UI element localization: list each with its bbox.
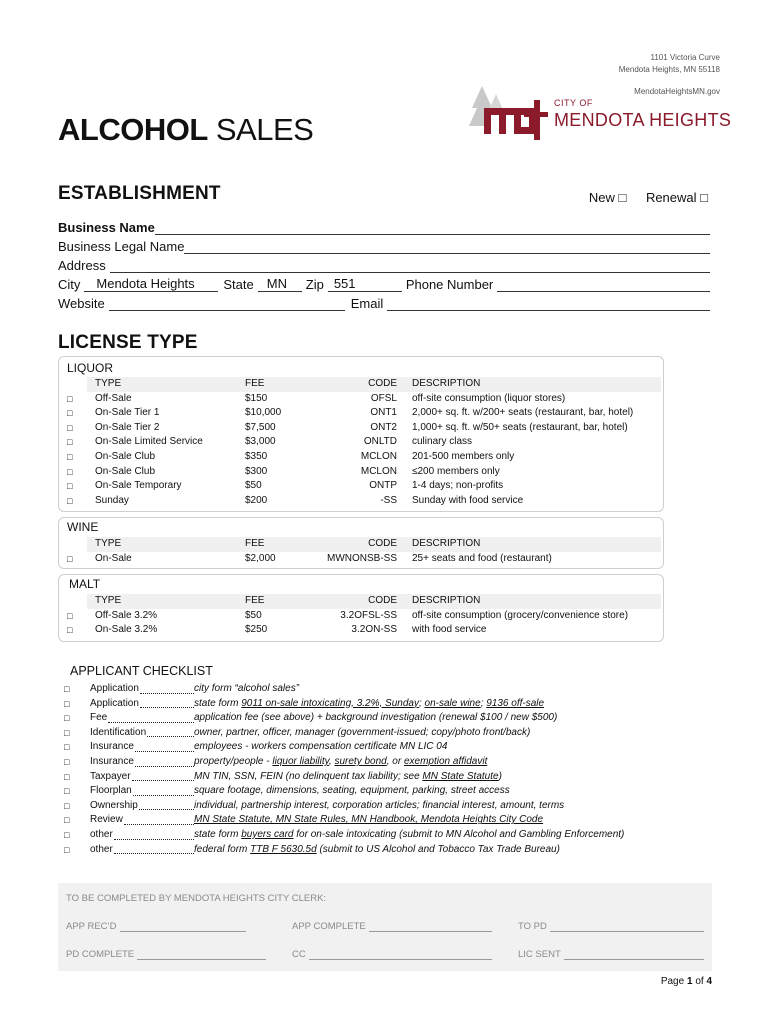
checklist-item-name [90, 697, 194, 712]
state-field[interactable]: MN [258, 277, 302, 292]
license-type-cell: On-Sale 3.2% [95, 624, 158, 636]
col-desc-header: DESCRIPTION [412, 538, 481, 549]
checklist-checkbox[interactable]: □ [64, 800, 70, 811]
website-link[interactable]: MendotaHeightsMN.gov [634, 87, 720, 96]
checklist-checkbox[interactable]: □ [64, 684, 70, 694]
address-line-2: Mendota Heights, MN 55118 [618, 65, 720, 74]
checklist-checkbox[interactable]: □ [64, 771, 70, 782]
state-label: State [223, 277, 254, 292]
malt-section [58, 574, 664, 642]
table-row [59, 406, 663, 421]
checklist-item [62, 755, 702, 770]
checklist-text: property/people - [194, 755, 273, 767]
license-fee-cell: $200 [245, 494, 268, 506]
checklist-item-desc: individual, partnership interest, corporation articles; financial interest, amount, terms [194, 799, 565, 811]
renewal-checkbox[interactable]: Renewal □ [645, 190, 708, 205]
business-name-field[interactable] [155, 222, 710, 235]
checklist-link[interactable]: TTB F 5630.5d [250, 843, 317, 855]
license-fee-cell: $350 [245, 450, 268, 462]
col-desc-header: DESCRIPTION [412, 378, 481, 389]
col-fee-header: FEE [245, 538, 265, 549]
license-fee-cell: $3,000 [245, 436, 276, 448]
license-type-cell: On-Sale Club [95, 465, 156, 477]
checklist-item-name [90, 740, 194, 755]
checklist-text: state form [194, 828, 242, 840]
table-row [59, 421, 663, 436]
checklist-item [62, 813, 702, 828]
checklist-item-label: Taxpayer [90, 770, 131, 782]
legal-name-field[interactable] [184, 241, 710, 254]
checklist-link[interactable]: buyers card [241, 828, 294, 840]
checklist-item [62, 682, 702, 697]
checklist-checkbox[interactable]: □ [64, 713, 70, 724]
license-type-cell: On-Sale [95, 552, 132, 564]
checklist-item-desc [194, 813, 543, 828]
phone-field[interactable] [497, 279, 710, 292]
lic-sent-label: LIC SENT [518, 949, 561, 960]
checklist-item [62, 828, 702, 843]
checklist-item-label: Application [90, 683, 139, 694]
checklist [62, 682, 702, 857]
checklist-item-label: other [90, 828, 113, 840]
license-code-cell: -SS [380, 494, 397, 506]
checklist-item-desc [194, 770, 502, 785]
checklist-checkbox[interactable]: □ [64, 844, 70, 855]
wine-section [58, 517, 664, 569]
checklist-text: for on-sale intoxicating (submit to MN Alcohol and Gambling Enforcement) [293, 828, 625, 840]
col-type-header: TYPE [95, 378, 122, 389]
checklist-item-label: Insurance [90, 755, 134, 767]
city-state-zip-row [58, 274, 710, 292]
license-fee-cell: $10,000 [245, 407, 282, 419]
checklist-link[interactable]: MN State Statute [422, 770, 499, 782]
checklist-item [62, 843, 702, 858]
checklist-link[interactable]: surety bond [334, 755, 387, 767]
to-pd-field[interactable] [518, 921, 704, 932]
page-title [58, 112, 313, 148]
checklist-item-name [90, 828, 194, 843]
zip-field[interactable]: 551 [328, 277, 402, 292]
license-fee-cell: $150 [245, 392, 268, 404]
col-desc-header: DESCRIPTION [412, 595, 481, 606]
license-checkbox[interactable]: □ [67, 625, 73, 636]
title-rest: SALES [207, 112, 314, 147]
col-fee-header: FEE [245, 595, 265, 606]
checklist-checkbox[interactable]: □ [64, 786, 70, 797]
checklist-item-name [90, 813, 194, 828]
website-label: Website [58, 296, 105, 311]
license-fee-cell: $300 [245, 465, 268, 477]
license-desc-cell: culinary class [412, 436, 473, 448]
checklist-item-desc: employees - workers compensation certificate MN LIC 04 [194, 741, 448, 753]
license-checkbox[interactable]: □ [67, 422, 73, 433]
license-type-cell: On-Sale Club [95, 450, 156, 462]
new-renewal-options [573, 190, 708, 205]
dotted-leader [147, 726, 194, 738]
license-code-cell: ONT2 [370, 421, 397, 433]
license-fee-cell: $7,500 [245, 421, 276, 433]
checklist-checkbox[interactable]: □ [64, 727, 70, 738]
license-type-cell: On-Sale Tier 2 [95, 421, 160, 433]
checklist-item-name [90, 711, 194, 726]
dotted-leader [135, 755, 194, 767]
malt-title: MALT [69, 577, 101, 591]
table-row [59, 479, 663, 494]
license-checkbox[interactable]: □ [67, 610, 73, 621]
dotted-leader [114, 843, 194, 855]
license-type-cell: On-Sale Tier 1 [95, 407, 160, 419]
tree-logo-icon [466, 82, 552, 146]
checklist-item-desc [194, 755, 487, 770]
checklist-text: federal form [194, 843, 251, 855]
checklist-item [62, 740, 702, 755]
legal-name-row [58, 236, 710, 254]
address-field[interactable] [110, 260, 710, 273]
checklist-item-desc [194, 828, 624, 843]
checklist-item-name [90, 770, 194, 785]
checklist-item-name [90, 799, 194, 814]
checklist-checkbox[interactable]: □ [64, 756, 70, 767]
table-header [87, 594, 661, 609]
checklist-item-desc [194, 697, 544, 712]
liquor-title: LIQUOR [67, 361, 114, 375]
dotted-leader [140, 682, 194, 694]
checklist-item-label: Review [90, 814, 123, 826]
license-desc-cell: 1-4 days; non-profits [412, 480, 504, 492]
table-row [59, 450, 663, 465]
checklist-item-label: Identification [90, 726, 147, 738]
license-checkbox[interactable]: □ [67, 408, 73, 419]
checklist-checkbox[interactable]: □ [64, 829, 70, 840]
checklist-item [62, 784, 702, 799]
license-desc-cell: 1,000+ sq. ft. w/50+ seats (restaurant, bar, hotel) [412, 421, 628, 433]
license-code-cell: MCLON [360, 450, 397, 462]
of-word: of [695, 976, 704, 987]
license-fee-cell: $50 [245, 609, 262, 621]
checklist-text: MN TIN, SSN, FEIN (no delinquent tax liability; see [194, 770, 423, 782]
logo-city-name: MENDOTA HEIGHTS [554, 110, 732, 130]
license-desc-cell: off-site consumption (liquor stores) [412, 392, 566, 404]
clerk-title: TO BE COMPLETED BY MENDOTA HEIGHTS CITY CLERK: [66, 893, 327, 904]
checklist-text: ) [498, 770, 502, 782]
license-desc-cell: with food service [412, 624, 487, 636]
checklist-item-name [90, 843, 194, 858]
checklist-link[interactable]: MN State Statute, MN State Rules, MN Handbook, Mendota Heights City Code [194, 814, 544, 826]
checklist-text: ; [480, 697, 487, 709]
checklist-item [62, 770, 702, 785]
license-type-heading: LICENSE TYPE [58, 332, 198, 353]
cc-label: CC [292, 949, 306, 960]
col-type-header: TYPE [95, 595, 122, 606]
license-checkbox[interactable]: □ [67, 393, 73, 404]
checklist-item-desc: owner, partner, officer, manager (government-issued; copy/photo front/back) [194, 726, 531, 738]
checklist-item-desc [194, 843, 560, 858]
app-complete-label: APP COMPLETE [292, 921, 366, 932]
city-label: City [58, 277, 81, 292]
table-row [59, 552, 663, 567]
pd-complete-field[interactable] [66, 949, 266, 960]
app-complete-field[interactable] [292, 921, 492, 932]
license-code-cell: 3.2OFSL-SS [340, 609, 397, 621]
license-desc-cell: 2,000+ sq. ft. w/200+ seats (restaurant, bar, hotel) [412, 407, 634, 419]
checklist-item [62, 711, 702, 726]
page-number [661, 976, 712, 987]
table-row [59, 392, 663, 407]
license-checkbox[interactable]: □ [67, 553, 73, 564]
table-row [59, 465, 663, 480]
legal-name-label: Business Legal Name [58, 239, 185, 254]
license-checkbox[interactable]: □ [67, 451, 73, 462]
to-pd-label: TO PD [518, 921, 547, 932]
license-fee-cell: $250 [245, 624, 268, 636]
license-type-cell: On-Sale Temporary [95, 480, 182, 492]
checklist-item-desc: city form “alcohol sales” [194, 683, 300, 694]
clerk-section [58, 883, 712, 971]
email-field[interactable] [387, 298, 710, 311]
checklist-text: state form [194, 697, 242, 709]
checklist-text: , or [386, 755, 404, 767]
website-field[interactable] [109, 298, 345, 311]
dotted-leader [124, 813, 194, 825]
pd-complete-label: PD COMPLETE [66, 949, 135, 960]
checklist-checkbox[interactable]: □ [64, 742, 70, 753]
table-row [59, 435, 663, 450]
checklist-link[interactable]: exemption affidavit [403, 755, 488, 767]
new-checkbox[interactable]: New □ [588, 190, 627, 205]
checklist-item-name [90, 682, 194, 697]
col-code-header: CODE [368, 595, 397, 606]
checklist-item-desc: square footage, dimensions, seating, equipment, parking, street access [194, 785, 510, 797]
app-recd-label: APP REC’D [66, 921, 117, 932]
license-code-cell: 3.2ON-SS [351, 624, 397, 636]
checklist-link[interactable]: 9136 off-sale [486, 697, 545, 709]
license-desc-cell: Sunday with food service [412, 494, 524, 506]
wine-title: WINE [67, 520, 99, 534]
establishment-heading: ESTABLISHMENT [58, 183, 221, 204]
phone-label: Phone Number [405, 277, 494, 292]
city-field[interactable]: Mendota Heights [84, 277, 218, 292]
license-code-cell: ONLTD [363, 436, 397, 448]
license-desc-cell: ≤200 members only [412, 465, 500, 477]
checklist-item-desc: application fee (see above) + background investigation (renewal $100 / new $500) [194, 712, 558, 724]
dotted-leader [108, 711, 194, 723]
malt-table [59, 594, 663, 638]
col-code-header: CODE [368, 538, 397, 549]
license-type-cell: Sunday [95, 494, 129, 506]
email-label: Email [350, 296, 384, 311]
dotted-leader [140, 697, 194, 709]
checklist-item-name [90, 726, 194, 741]
license-checkbox[interactable]: □ [67, 437, 73, 448]
address-row [58, 255, 710, 273]
checklist-text: ; [418, 697, 425, 709]
license-code-cell: MWNONSB-SS [327, 552, 397, 564]
checklist-item-name [90, 755, 194, 770]
checklist-checkbox[interactable]: □ [64, 698, 70, 709]
license-checkbox[interactable]: □ [67, 466, 73, 477]
dotted-leader [132, 770, 194, 782]
checklist-link[interactable]: liquor liability [272, 755, 329, 767]
page-current: 1 [686, 976, 693, 987]
cc-field[interactable] [292, 949, 492, 960]
table-header [87, 537, 661, 552]
checklist-link[interactable]: 9011 on-sale intoxicating, 3.2%, Sunday [241, 697, 419, 709]
business-name-label: Business Name [58, 220, 155, 235]
checklist-item-label: Insurance [90, 741, 134, 753]
checklist-item [62, 726, 702, 741]
table-row [59, 494, 663, 509]
license-fee-cell: $50 [245, 480, 262, 492]
checklist-checkbox[interactable]: □ [64, 815, 70, 826]
license-desc-cell: 25+ seats and food (restaurant) [412, 552, 552, 564]
checklist-title: APPLICANT CHECKLIST [70, 664, 213, 678]
col-fee-header: FEE [245, 378, 265, 389]
license-fee-cell: $2,000 [245, 552, 276, 564]
dotted-leader [114, 828, 194, 840]
checklist-item-label: Fee [90, 712, 108, 724]
address-label: Address [58, 258, 106, 273]
wine-table [59, 537, 663, 566]
license-type-cell: Off-Sale [95, 392, 132, 404]
checklist-text: (submit to US Alcohol and Tobacco Tax Trade Bureau) [316, 843, 560, 855]
page-total: 4 [706, 976, 712, 987]
lic-sent-field[interactable] [518, 949, 704, 960]
liquor-table [59, 377, 663, 508]
license-checkbox[interactable]: □ [67, 481, 73, 492]
license-type-cell: Off-Sale 3.2% [95, 609, 158, 621]
app-recd-field[interactable] [66, 921, 246, 932]
page-word: Page [660, 976, 685, 987]
zip-label: Zip [305, 277, 324, 292]
license-desc-cell: 201-500 members only [412, 450, 515, 462]
website-email-row [58, 293, 710, 311]
table-header [87, 377, 661, 392]
checklist-item [62, 799, 702, 814]
checklist-item-name [90, 784, 194, 799]
checklist-item-label: Ownership [90, 799, 138, 811]
checklist-item-label: Application [90, 697, 139, 709]
license-code-cell: ONTP [369, 480, 397, 492]
license-code-cell: OFSL [370, 392, 397, 404]
license-code-cell: ONT1 [370, 407, 397, 419]
logo-city-of: CITY OF [554, 98, 593, 108]
checklist-item-label: Floorplan [90, 785, 132, 797]
address-line-1: 1101 Victoria Curve [650, 53, 720, 62]
liquor-section [58, 356, 664, 512]
city-logo [466, 82, 732, 146]
dotted-leader [133, 784, 194, 796]
title-bold: ALCOHOL [58, 112, 208, 147]
table-row [59, 609, 663, 624]
license-type-cell: On-Sale Limited Service [95, 436, 203, 448]
checklist-link[interactable]: on-sale wine [424, 697, 481, 709]
checklist-text: , [328, 755, 335, 767]
checklist-item-label: other [90, 843, 113, 855]
col-type-header: TYPE [95, 538, 122, 549]
license-checkbox[interactable]: □ [67, 495, 73, 506]
col-code-header: CODE [368, 378, 397, 389]
business-name-row [58, 217, 710, 235]
license-code-cell: MCLON [360, 465, 397, 477]
dotted-leader [135, 740, 194, 752]
license-desc-cell: off-site consumption (grocery/convenience store) [412, 609, 629, 621]
table-row [59, 623, 663, 638]
checklist-item [62, 697, 702, 712]
dotted-leader [139, 799, 194, 811]
